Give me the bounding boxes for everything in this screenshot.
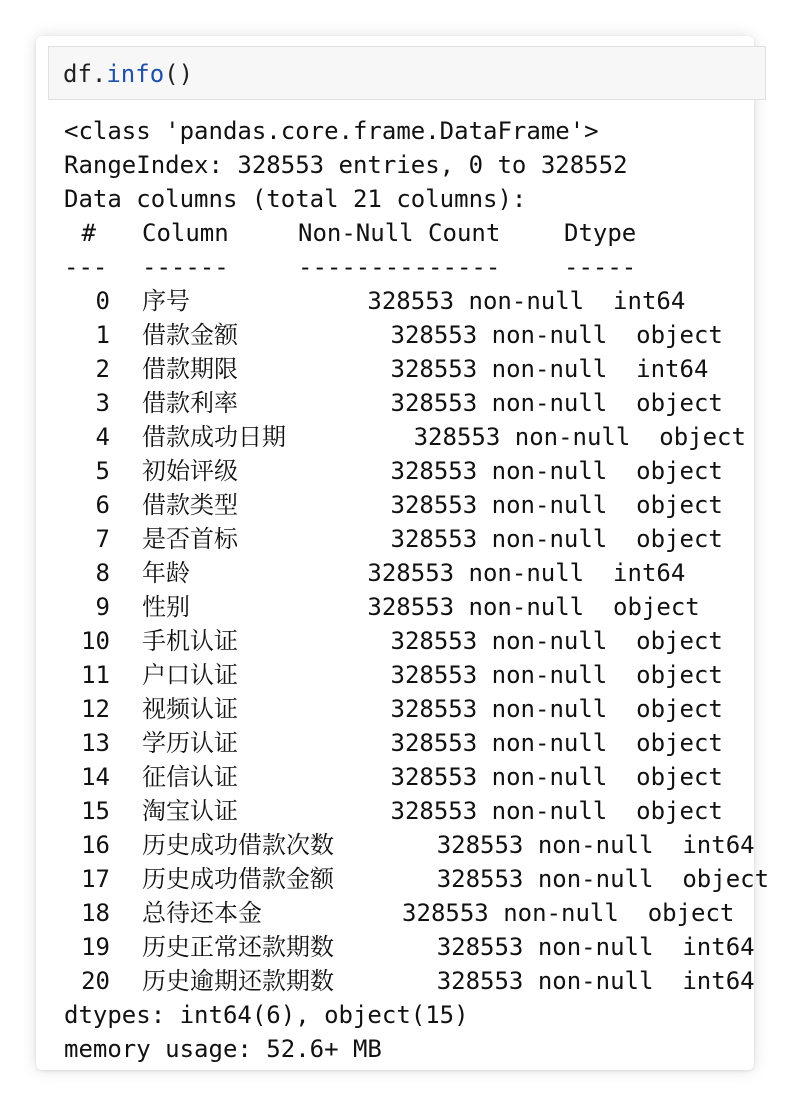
row-column-name: 序号 [142, 287, 190, 315]
row-non-null-count: 328553 non-null [390, 355, 608, 383]
header-count: Non-Null Count [298, 219, 501, 247]
notebook-cell [36, 36, 770, 1070]
column-row [64, 896, 735, 930]
code-dot: . [91, 60, 107, 88]
column-rows [64, 284, 770, 998]
row-column-name: 历史逾期还款期数 [142, 967, 334, 995]
separator-count: -------------- [298, 253, 501, 281]
output-header-row [64, 216, 637, 250]
column-row [64, 284, 686, 318]
row-column-name: 借款类型 [142, 491, 238, 519]
row-index: 1 [95, 321, 110, 349]
column-row [64, 930, 755, 964]
row-index: 2 [95, 355, 110, 383]
row-column-name: 学历认证 [142, 729, 238, 757]
header-column: Column [142, 219, 229, 247]
row-dtype: object [636, 729, 723, 757]
row-index: 7 [95, 525, 110, 553]
row-non-null-count: 328553 non-null [390, 729, 608, 757]
row-non-null-count: 328553 non-null [367, 559, 585, 587]
row-column-name: 借款期限 [142, 355, 238, 383]
row-index: 16 [81, 831, 110, 859]
column-row [64, 794, 723, 828]
column-row [64, 352, 709, 386]
column-row [64, 624, 723, 658]
row-non-null-count: 328553 non-null [390, 797, 608, 825]
row-index: 14 [81, 763, 110, 791]
row-dtype: object [636, 797, 723, 825]
cell-output [64, 114, 770, 1066]
output-data-columns: Data columns (total 21 columns): [64, 185, 527, 213]
column-row [64, 862, 770, 896]
output-memory: memory usage: 52.6+ MB [64, 1035, 382, 1063]
row-non-null-count: 328553 non-null [390, 321, 608, 349]
row-column-name: 总待还本金 [142, 899, 262, 927]
column-row [64, 522, 723, 556]
row-dtype: int64 [682, 831, 755, 859]
column-row [64, 488, 723, 522]
row-column-name: 初始评级 [142, 457, 238, 485]
column-row [64, 658, 723, 692]
row-index: 5 [95, 457, 110, 485]
column-row [64, 726, 723, 760]
column-row [64, 964, 755, 998]
row-column-name: 历史成功借款金额 [142, 865, 334, 893]
row-column-name: 是否首标 [142, 525, 238, 553]
row-column-name: 年龄 [142, 559, 190, 587]
row-dtype: object [659, 423, 746, 451]
row-dtype: object [636, 457, 723, 485]
row-index: 15 [81, 797, 110, 825]
row-non-null-count: 328553 non-null [436, 865, 654, 893]
row-non-null-count: 328553 non-null [390, 491, 608, 519]
row-non-null-count: 328553 non-null [390, 389, 608, 417]
header-hash: # [81, 219, 96, 247]
row-dtype: object [636, 661, 723, 689]
row-non-null-count: 328553 non-null [436, 933, 654, 961]
output-class-line: <class 'pandas.core.frame.DataFrame'> [64, 117, 599, 145]
row-column-name: 历史成功借款次数 [142, 831, 334, 859]
header-dtype: Dtype [564, 219, 637, 247]
row-non-null-count: 328553 non-null [367, 287, 585, 315]
column-row [64, 828, 755, 862]
output-range-index: RangeIndex: 328553 entries, 0 to 328552 [64, 151, 628, 179]
code-input-area[interactable] [48, 46, 766, 100]
row-non-null-count: 328553 non-null [436, 831, 654, 859]
row-dtype: int64 [682, 933, 755, 961]
row-dtype: int64 [682, 967, 755, 995]
column-row [64, 590, 700, 624]
row-dtype: object [636, 763, 723, 791]
separator-dtype: ----- [564, 253, 637, 281]
row-index: 12 [81, 695, 110, 723]
row-column-name: 历史正常还款期数 [142, 933, 334, 961]
row-non-null-count: 328553 non-null [390, 627, 608, 655]
row-column-name: 征信认证 [142, 763, 238, 791]
row-dtype: object [682, 865, 770, 893]
row-index: 20 [81, 967, 110, 995]
row-column-name: 借款成功日期 [142, 423, 286, 451]
output-dtypes: dtypes: int64(6), object(15) [64, 1001, 469, 1029]
row-index: 13 [81, 729, 110, 757]
column-row [64, 386, 723, 420]
row-dtype: object [636, 525, 723, 553]
row-index: 4 [95, 423, 110, 451]
row-column-name: 视频认证 [142, 695, 238, 723]
row-column-name: 手机认证 [142, 627, 238, 655]
row-non-null-count: 328553 non-null [390, 695, 608, 723]
row-non-null-count: 328553 non-null [390, 661, 608, 689]
row-dtype: object [636, 695, 723, 723]
row-dtype: object [647, 899, 735, 927]
row-dtype: int64 [613, 287, 686, 315]
code-method: info [106, 60, 165, 88]
code-line[interactable] [63, 59, 193, 89]
code-parens: () [164, 60, 194, 88]
row-non-null-count: 328553 non-null [436, 967, 654, 995]
row-index: 10 [81, 627, 110, 655]
row-index: 3 [95, 389, 110, 417]
column-row [64, 760, 723, 794]
row-column-name: 性别 [142, 593, 190, 621]
row-dtype: object [636, 321, 723, 349]
row-column-name: 借款金额 [142, 321, 238, 349]
row-non-null-count: 328553 non-null [390, 763, 608, 791]
row-dtype: object [613, 593, 700, 621]
row-index: 18 [81, 899, 110, 927]
column-row [64, 454, 723, 488]
separator-column: ------ [142, 253, 229, 281]
column-row [64, 692, 723, 726]
row-index: 19 [81, 933, 110, 961]
row-non-null-count: 328553 non-null [390, 525, 608, 553]
row-non-null-count: 328553 non-null [390, 457, 608, 485]
row-non-null-count: 328553 non-null [402, 899, 619, 927]
row-dtype: object [636, 389, 723, 417]
row-index: 0 [95, 287, 110, 315]
column-row [64, 556, 686, 590]
row-non-null-count: 328553 non-null [413, 423, 631, 451]
row-index: 9 [95, 593, 110, 621]
row-non-null-count: 328553 non-null [367, 593, 585, 621]
code-object: df [63, 60, 92, 88]
row-dtype: int64 [636, 355, 709, 383]
row-index: 6 [95, 491, 110, 519]
row-dtype: int64 [613, 559, 686, 587]
separator-hash: --- [64, 253, 108, 281]
row-column-name: 户口认证 [142, 661, 238, 689]
column-row [64, 420, 746, 454]
row-dtype: object [636, 627, 723, 655]
row-column-name: 淘宝认证 [142, 797, 238, 825]
row-index: 8 [95, 559, 110, 587]
row-column-name: 借款利率 [142, 389, 238, 417]
column-row [64, 318, 723, 352]
row-dtype: object [636, 491, 723, 519]
row-index: 17 [81, 865, 110, 893]
output-separator-row [64, 250, 637, 284]
row-index: 11 [81, 661, 110, 689]
